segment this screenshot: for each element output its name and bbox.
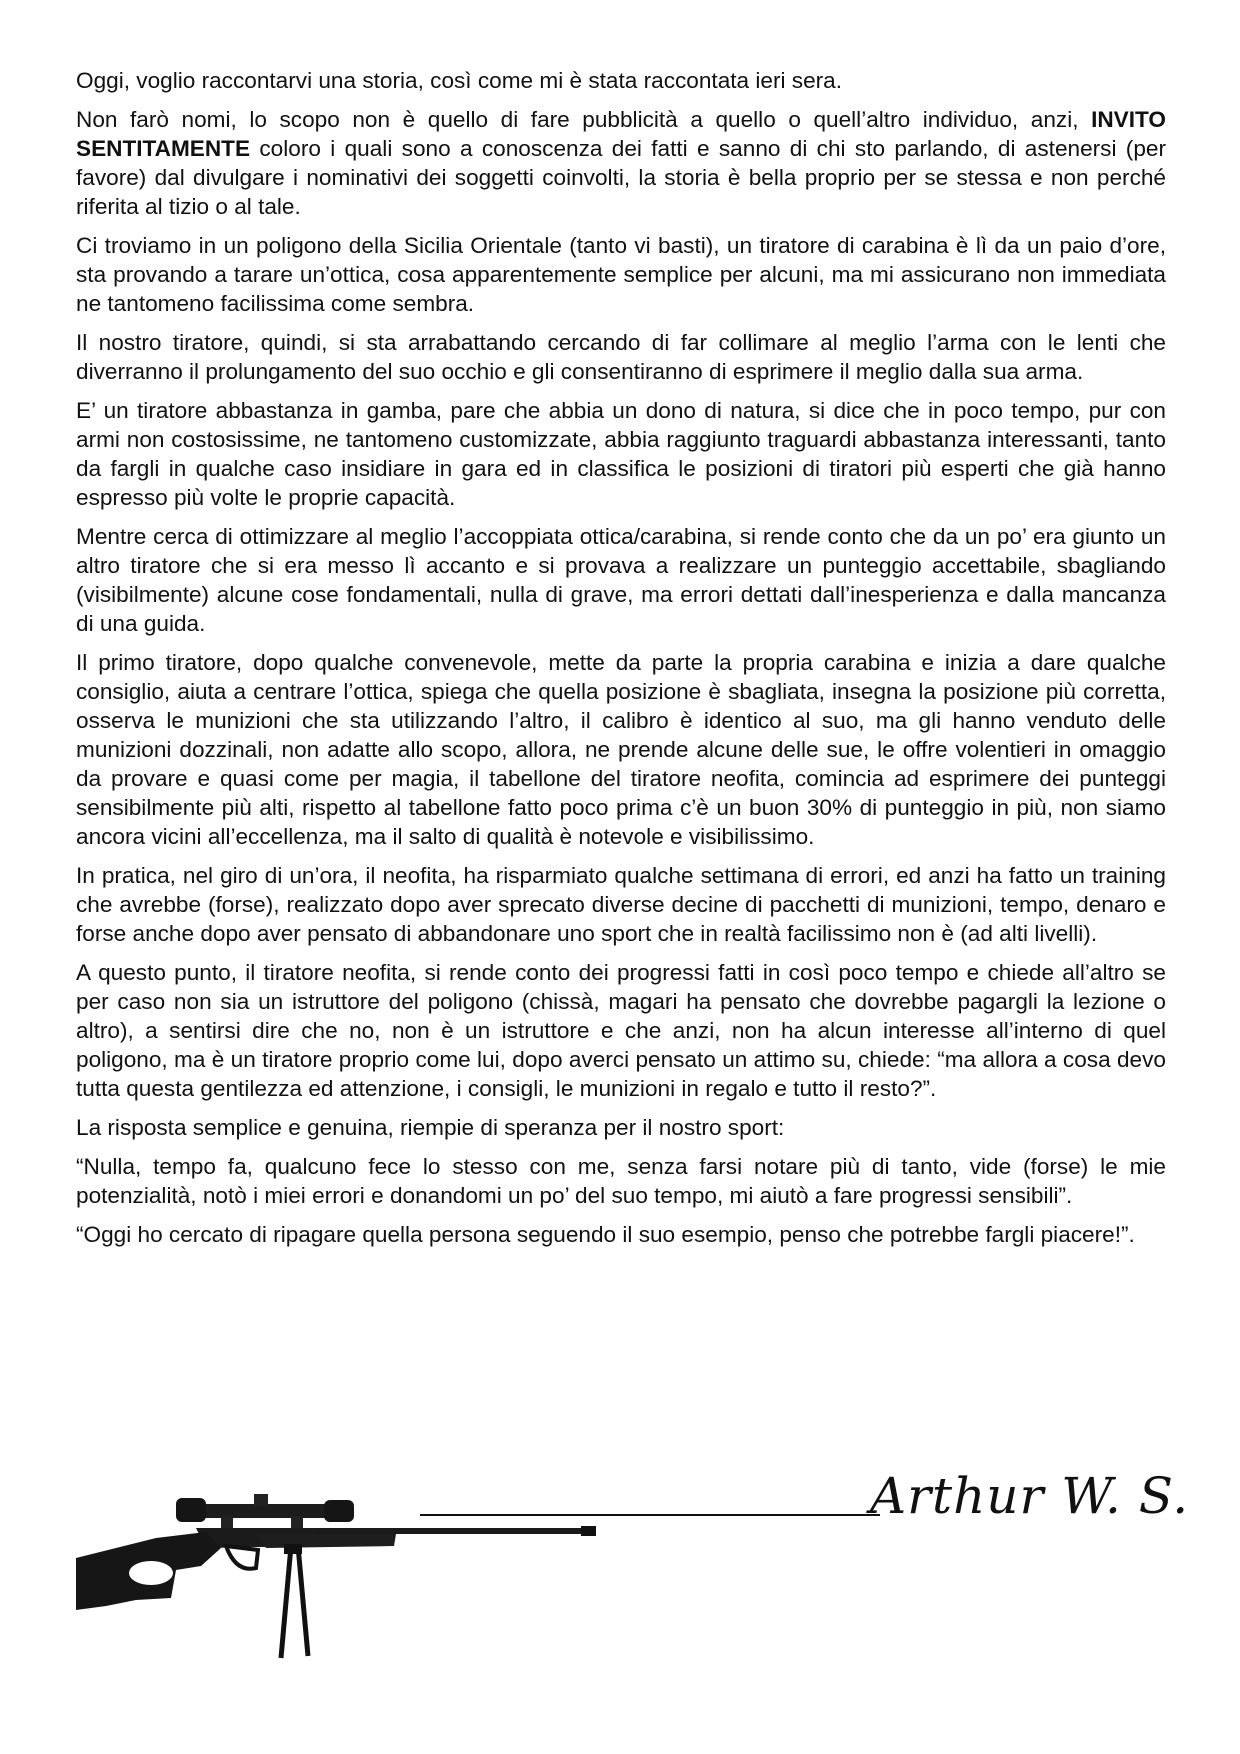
paragraph-11 [76,1152,1166,1210]
paragraph-2-text-start: Non farò nomi, lo scopo non è quello di fare pubblicità a quello o quell’altro individuo, anzi, [76,107,1092,132]
paragraph-2 [76,105,1166,221]
paragraph-6-text: Mentre cerca di ottimizzare al meglio l’accoppiata ottica/carabina, si rende conto che da un po’ era giunto un altro tiratore che si era messo lì accanto e si provava a realizzare un punteggio accettabile, sbagliando (visibilmente) alcune cose fondamentali, nulla di grave, ma errori dettati dall’inesperienza e dalla mancanza di una guida. [76,524,1166,636]
author-signature: Arthur W. S. [870,1467,1190,1525]
paragraph-1 [76,66,1166,95]
article-body [76,66,1166,1259]
paragraph-7-text: Il primo tiratore, dopo qualche convenevole, mette da parte la propria carabina e inizia a dare qualche consiglio, aiuta a centrare l’ottica, spiega che quella posizione è sbagliata, insegna la posizione più corretta, osserva le munizioni che sta utilizzando l’altro, il calibro è identico al suo, ma gli hanno venduto delle munizioni dozzinali, non adatte allo scopo, allora, ne prende alcune delle sue, le offre volentieri in omaggio da provare e quasi come per magia, il tabellone del tiratore neofita, comincia ad esprimere dei punteggi sensibilmente più alti, rispetto al tabellone fatto poco prima c’è un buon 30% di punteggio in più, non siamo ancora vicini all’eccellenza, ma il salto di qualità è notevole e visibilissimo. [76,650,1166,849]
paragraph-3 [76,231,1166,318]
paragraph-9-text: A questo punto, il tiratore neofita, si rende conto dei progressi fatti in così poco tempo e chiede all’altro se per caso non sia un istruttore del poligono (chissà, magari ha pensato che dovrebbe pagargli la lezione o altro), a sentirsi dire che no, non è un istruttore e che anzi, non ha alcun interesse all’interno di quel poligono, ma è un tiratore proprio come lui, dopo averci pensato un attimo su, chiede: “ma allora a cosa devo tutta questa gentilezza ed attenzione, i consigli, le munizioni in regalo e tutto il resto?”. [76,960,1166,1101]
paragraph-6 [76,522,1166,638]
paragraph-4 [76,328,1166,386]
paragraph-11-text: “Nulla, tempo fa, qualcuno fece lo stesso con me, senza farsi notare più di tanto, vide (forse) le mie potenzialità, notò i miei errori e donandomi un po’ del suo tempo, mi aiutò a fare progressi sensibili”. [76,1154,1166,1208]
paragraph-10 [76,1113,1166,1142]
paragraph-8-text: In pratica, nel giro di un’ora, il neofita, ha risparmiato qualche settimana di errori, ed anzi ha fatto un training che avrebbe (forse), realizzato dopo aver sprecato diverse decine di pacchetti di munizioni, tempo, denaro e forse anche dopo aver pensato di abbandonare uno sport che in realtà facilissimo non è (ad alti livelli). [76,863,1166,946]
paragraph-2-text-end: coloro i quali sono a conoscenza dei fatti e sanno di chi sto parlando, di astenersi (per favore) dal divulgare i nominativi dei soggetti coinvolti, la storia è bella proprio per se stessa e non perché riferita al tizio o al tale. [76,136,1166,219]
paragraph-7 [76,648,1166,851]
paragraph-12 [76,1220,1166,1249]
paragraph-8 [76,861,1166,948]
paragraph-12-text: “Oggi ho cercato di ripagare quella persona seguendo il suo esempio, penso che potrebbe fargli piacere!”. [76,1222,1135,1247]
paragraph-3-text: Ci troviamo in un poligono della Sicilia Orientale (tanto vi basti), un tiratore di carabina è lì da un paio d’ore, sta provando a tarare un’ottica, cosa apparentemente semplice per alcuni, ma mi assicurano non immediata ne tantomeno facilissima come sembra. [76,233,1166,316]
paragraph-5 [76,396,1166,512]
paragraph-1-text: Oggi, voglio raccontarvi una storia, così come mi è stata raccontata ieri sera. [76,68,843,93]
paragraph-5-text: E’ un tiratore abbastanza in gamba, pare che abbia un dono di natura, si dice che in poco tempo, pur con armi non costosissime, ne tantomeno customizzate, abbia raggiunto traguardi abbastanza interessanti, tanto da fargli in qualche caso insidiare in gara ed in classifica le posizioni di tiratori più esperti che già hanno espresso più volte le proprie capacità. [76,398,1166,510]
paragraph-4-text: Il nostro tiratore, quindi, si sta arrabattando cercando di far collimare al meglio l’arma con le lenti che diverranno il prolungamento del suo occhio e gli consentiranno di esprimere il meglio dalla sua arma. [76,330,1166,384]
signature-line [420,1514,880,1516]
paragraph-9 [76,958,1166,1103]
paragraph-10-text: La risposta semplice e genuina, riempie di speranza per il nostro sport: [76,1115,785,1140]
paragraph-2-emphasis: INVITO SENTITAMENTE [76,107,1166,161]
